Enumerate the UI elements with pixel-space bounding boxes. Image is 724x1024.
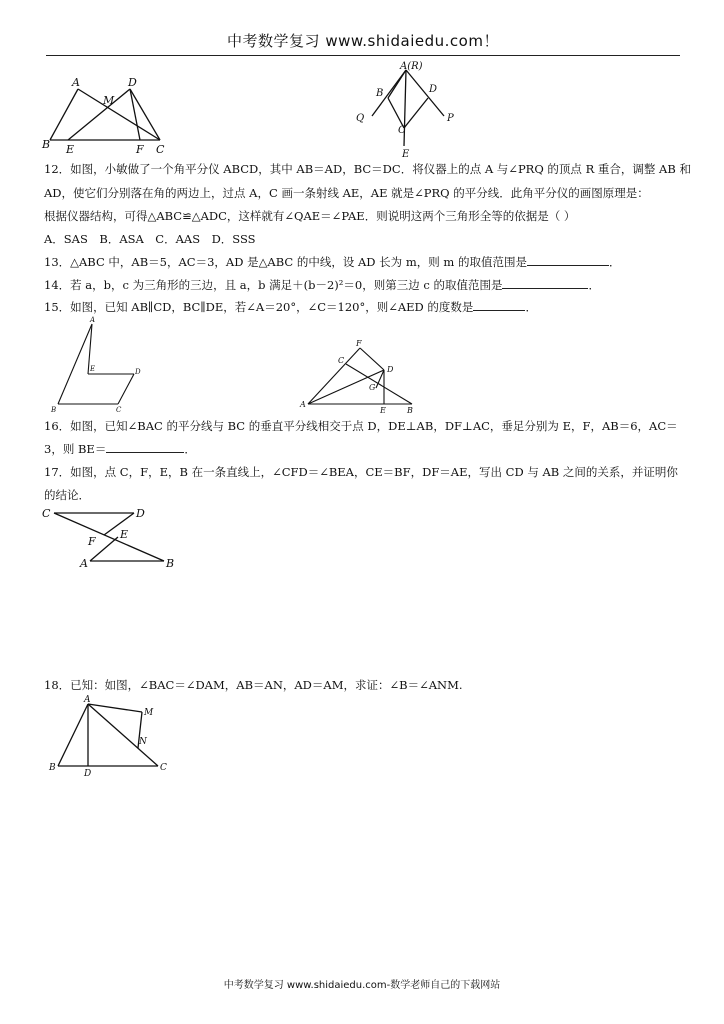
fig17-segment-df — [104, 513, 134, 535]
fig17-segment-cb — [54, 513, 164, 561]
fig16-label-d: D — [387, 365, 394, 374]
fig18-label-b: B — [49, 763, 56, 773]
fig16-segment-af — [308, 348, 360, 404]
question-12-options: A．SAS B．ASA C．AAS D．SSS — [44, 232, 256, 246]
fig17-label-f: F — [88, 535, 96, 548]
fig18-label-m: M — [144, 708, 154, 718]
question-13-text: 13．△ABC 中，AB＝5，AC＝3，AD 是△ABC 的中线，设 AD 长为 m，则 m 的取值范围是 — [44, 255, 527, 269]
question-16-text: 3，则 BE＝ — [44, 442, 107, 456]
question-14-text: 14．若 a，b，c 为三角形的三边，且 a，b 满足＋(b－2)²＝0，则第三边 c 的取值范围是 — [44, 278, 503, 292]
page-footer: 中考数学复习 www.shidaiedu.com-数学老师自己的下载网站 — [223, 980, 501, 991]
fig18-label-n: N — [139, 737, 147, 747]
fig1-label-b: B — [42, 138, 51, 151]
header-divider — [46, 55, 680, 56]
fig2-label-p: P — [447, 113, 454, 124]
fig1-segment-ba — [50, 89, 78, 140]
fig1-label-e: E — [66, 143, 75, 156]
question-12-line-2: AD，使它们分别落在角的两边上，过点 A，C 画一条射线 AE，AE 就是∠PRQ 的平分线．此角平分仪的画图原理是： — [44, 186, 649, 200]
fig16-segment-fd — [360, 348, 384, 370]
figure-16-diagram — [300, 338, 424, 414]
fig15-segment-cd — [118, 374, 134, 404]
figure-2-diagram — [348, 58, 468, 158]
question-15 — [44, 300, 684, 315]
fig2-segment-dc — [404, 98, 428, 128]
figure-1-diagram — [40, 74, 180, 154]
fig16-label-g: G — [369, 383, 376, 392]
figure-17-diagram — [40, 505, 180, 573]
fig2-label-d: D — [429, 84, 438, 95]
fig17-label-a: A — [80, 557, 88, 570]
question-17-line-2: 的结论． — [44, 488, 90, 502]
question-13 — [44, 255, 684, 270]
fig17-label-c: C — [42, 507, 51, 520]
fig1-label-a: A — [72, 76, 80, 89]
fig1-label-c: C — [156, 143, 165, 156]
figure-18-diagram — [44, 696, 174, 780]
fig2-label-ar: A(R) — [400, 61, 423, 72]
fig17-label-b: B — [166, 557, 175, 570]
fig16-segment-cb — [346, 364, 412, 404]
fig1-label-m: M — [103, 94, 115, 107]
fig15-label-d: D — [135, 368, 141, 376]
question-14-end: ． — [588, 278, 600, 292]
question-16-line-1: 16．如图，已知∠BAC 的平分线与 BC 的垂直平分线相交于点 D，DE⊥AB，DF⊥AC，垂足分别为 E，F，AB＝6，AC＝ — [44, 419, 678, 433]
question-17-line-1: 17．如图，点 C，F，E，B 在一条直线上，∠CFD＝∠BEA，CE＝BF，DF＝AE，写出 CD 与 AB 之间的关系，并证明你 — [44, 465, 678, 479]
fig17-label-d: D — [136, 507, 145, 520]
page-header-title: 中考数学复习 www.shidaiedu.com！ — [227, 32, 499, 50]
fig2-ray-rp — [406, 70, 444, 116]
fig2-segment-ab — [388, 70, 406, 98]
fig18-label-c: C — [160, 763, 167, 773]
question-13-answer-blank[interactable] — [527, 255, 609, 266]
question-12-line-1: 12．如图，小敏做了一个角平分仪 ABCD，其中 AB＝AD，BC＝DC．将仪器上的点 A 与∠PRQ 的顶点 R 重合，调整 AB 和 — [44, 162, 691, 176]
question-15-answer-blank[interactable] — [473, 300, 525, 311]
fig1-segment-ac — [78, 89, 160, 140]
fig16-label-a: A — [300, 400, 306, 409]
fig16-label-c: C — [338, 356, 345, 365]
question-14 — [44, 278, 684, 293]
question-15-text: 15．如图，已知 AB∥CD，BC∥DE，若∠A＝20°，∠C＝120°，则∠AED 的度数是 — [44, 300, 474, 314]
fig18-label-a: A — [84, 695, 91, 705]
fig18-segment-ab — [58, 704, 88, 766]
question-14-answer-blank[interactable] — [502, 278, 588, 289]
question-16-line-2 — [44, 442, 684, 457]
question-16-end: ． — [184, 442, 196, 456]
fig1-segment-de — [68, 89, 130, 140]
fig2-label-q: Q — [356, 113, 365, 124]
question-16-answer-blank[interactable] — [106, 442, 184, 453]
figure-15-diagram — [44, 316, 144, 416]
fig18-label-d: D — [84, 769, 92, 779]
fig1-label-d: D — [128, 76, 137, 89]
fig16-label-b: B — [407, 406, 413, 415]
fig2-label-c: C — [398, 125, 406, 136]
question-18: 18．已知：如图，∠BAC＝∠DAM，AB＝AN，AD＝AM，求证：∠B＝∠ANM. — [44, 678, 463, 692]
fig16-label-e: E — [380, 406, 386, 415]
fig15-segment-ab — [58, 324, 92, 404]
fig2-label-e: E — [402, 149, 410, 160]
fig15-label-b: B — [51, 406, 57, 414]
fig1-label-f: F — [136, 143, 144, 156]
fig15-label-e: E — [90, 365, 96, 373]
fig15-label-a: A — [90, 316, 96, 324]
fig16-label-f: F — [356, 339, 362, 348]
fig2-label-b: B — [376, 88, 384, 99]
question-13-end: ． — [608, 255, 621, 269]
fig17-label-e: E — [120, 528, 129, 541]
question-12-line-3: 根据仪器结构，可得△ABC≌△ADC，这样就有∠QAE＝∠PAE．则说明这两个三角形全等的依据是（ ） — [44, 209, 576, 223]
fig15-label-c: C — [116, 406, 122, 414]
question-15-end: ． — [525, 300, 537, 314]
fig2-segment-bc — [388, 98, 404, 128]
